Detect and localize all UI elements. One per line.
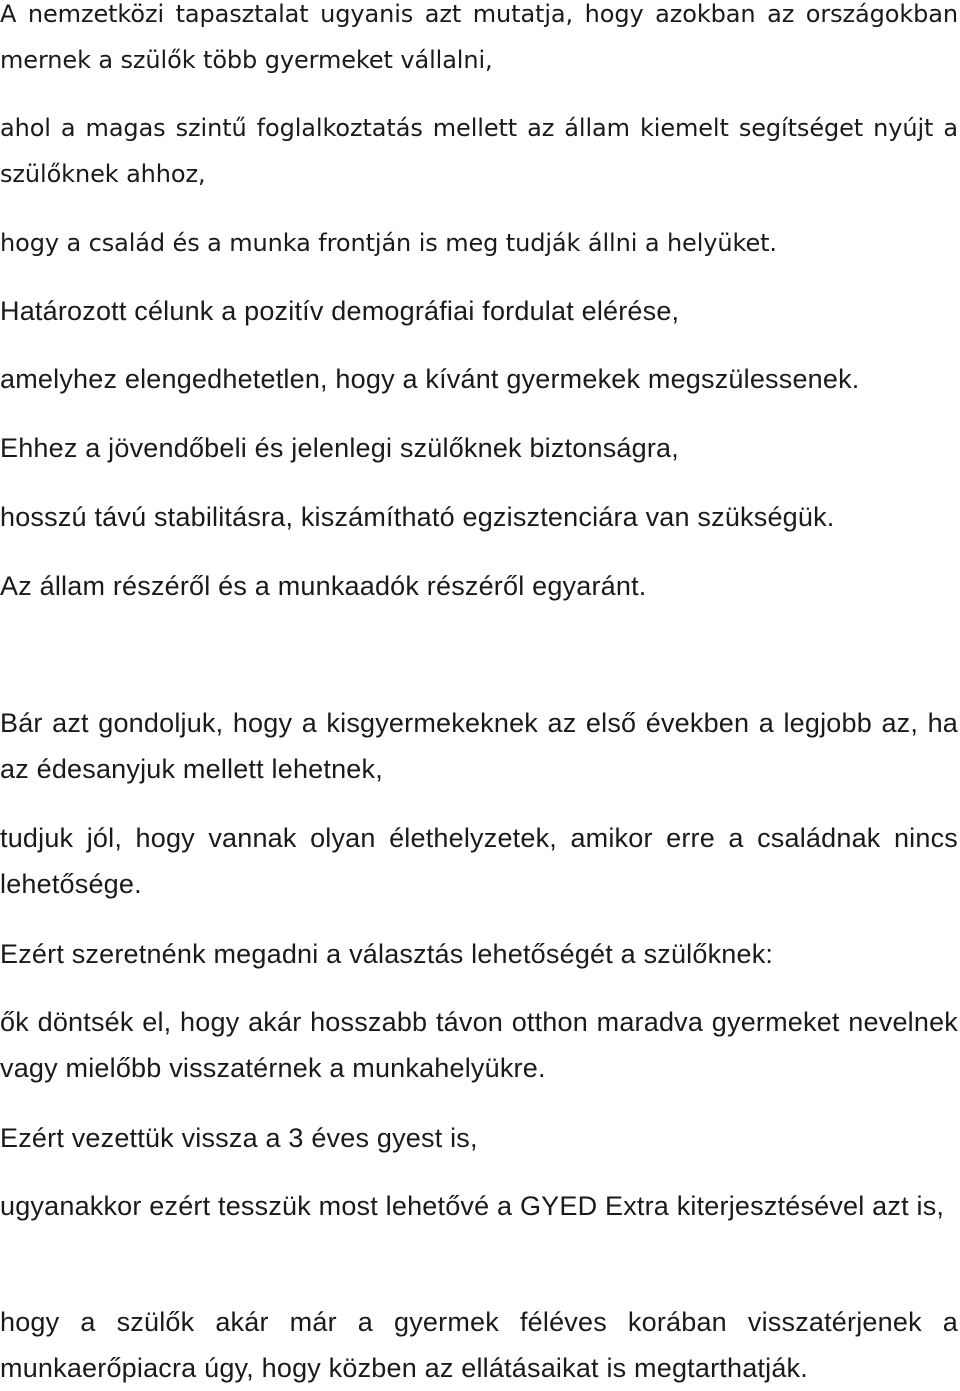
paragraph-5: amelyhez elengedhetetlen, hogy a kívánt gyermekek megszülessenek. <box>0 364 860 394</box>
paragraph-13: Ezért vezettük vissza a 3 éves gyest is, <box>0 1123 478 1153</box>
paragraph-14: ugyanakkor ezért tesszük most lehetővé a GYED Extra kiterjesztésével azt is, <box>0 1191 945 1221</box>
paragraph-3: hogy a család és a munka frontján is meg tudják állni a helyüket. <box>0 229 777 257</box>
paragraph-4: Határozott célunk a pozitív demográfiai fordulat elérése, <box>0 296 680 326</box>
paragraph-2: ahol a magas szintű foglalkoztatás mellett az állam kiemelt segítséget nyújt a szülőknek ahhoz, <box>0 114 958 188</box>
paragraph-8: Az állam részéről és a munkaadók részéről egyaránt. <box>0 571 647 601</box>
paragraph-15: hogy a szülők akár már a gyermek féléves korában visszatérjenek a munkaerőpiacra úgy, hogy közben az ellátásaikat is megtarthatják. <box>0 1307 958 1383</box>
paragraph-11: Ezért szeretnénk megadni a választás lehetőségét a szülőknek: <box>0 939 774 969</box>
paragraph-9: Bár azt gondoljuk, hogy a kisgyermekeknek az első években a legjobb az, ha az édesanyjuk mellett lehetnek, <box>0 708 958 784</box>
paragraph-6: Ehhez a jövendőbeli és jelenlegi szülőknek biztonságra, <box>0 433 679 463</box>
paragraph-7: hosszú távú stabilitásra, kiszámítható egzisztenciára van szükségük. <box>0 502 835 532</box>
paragraph-10: tudjuk jól, hogy vannak olyan élethelyzetek, amikor erre a családnak nincs lehetősége. <box>0 823 958 899</box>
paragraph-1: A nemzetközi tapasztalat ugyanis azt mutatja, hogy azokban az országokban mernek a szülők több gyermeket vállalni, <box>0 0 958 74</box>
paragraph-12: ők döntsék el, hogy akár hosszabb távon otthon maradva gyermeket nevelnek vagy mielőbb visszatérnek a munkahelyükre. <box>0 1007 958 1083</box>
